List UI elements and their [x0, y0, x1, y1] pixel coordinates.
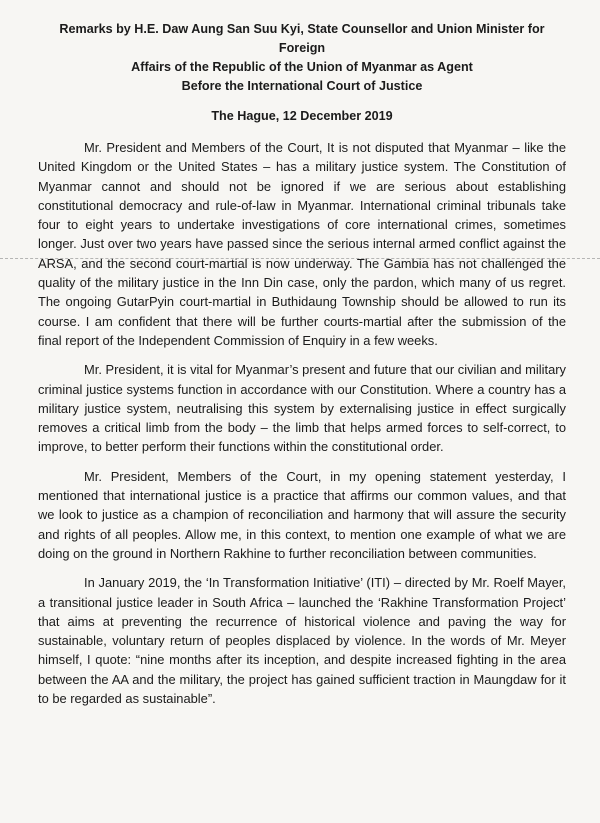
document-title	[38, 20, 566, 96]
title-line-2: Affairs of the Republic of the Union of Myanmar as Agent	[131, 60, 473, 74]
paragraph-criminal-justice-systems: Mr. President, it is vital for Myanmar’s present and future that our civilian and military criminal justice systems function in accordance with our Constitution. Where a country has a military justice system, neutralising this system by externalising justice in effect surgically removes a critical limb from the body – the limb that helps armed forces to self-correct, to improve, to better perform their functions within the constitutional order.	[38, 362, 566, 455]
scan-artifact-line	[0, 258, 600, 259]
paragraph-opening-statement: Mr. President, Members of the Court, in my opening statement yesterday, I mentioned that international justice is a practice that affirms our common values, and that we look to justice as a champion of reconciliation and harmony that will assure the security and rights of all peoples. Allow me, in this context, to mention one example of what we are doing on the ground in Northern Rakhine to further reconciliation between communities.	[38, 468, 566, 561]
paragraph-military-justice: Mr. President and Members of the Court, It is not disputed that Myanmar – like the United Kingdom or the United States – has a military justice system. The Constitution of Myanmar cannot and should not be ignored if we are serious about establishing constitutional democracy and rule-of-law in Myanmar. International criminal tribunals take four to eight years to undertake investigations of core international crimes, sometimes longer. Just over two years have passed since the serious internal armed conflict against the ARSA, and the second court-martial is now underway. The Gambia has not challenged the quality of the military justice in the Inn Din case, only the pardon, which many of us regret. The ongoing GutarPyin court-martial in Buthidaung Township should be allowed to run its course. I am confident that there will be further courts-martial after the submission of the final report of the Independent Commission of Enquiry in a few weeks.	[38, 140, 566, 348]
paragraph-transformation-initiative: In January 2019, the ‘In Transformation Initiative’ (ITI) – directed by Mr. Roelf Mayer, a transitional justice leader in South Africa – launched the ‘Rakhine Transformation Project’ that aims at preventing the recurrence of historical violence and paving the way for sustainable, voluntary return of peoples displaced by violence. In the words of Mr. Meyer himself, I quote: “nine months after its inception, and despite increased fighting in the area between the AA and the military, the project has gained sufficient traction in Maungdaw for it to be regarded as sustainable”.	[38, 575, 566, 707]
title-line-3: Before the International Court of Justice	[181, 79, 423, 93]
dateline: The Hague, 12 December 2019	[211, 109, 393, 123]
title-line-1: Remarks by H.E. Daw Aung San Suu Kyi, State Counsellor and Union Minister for Foreign	[59, 22, 545, 55]
